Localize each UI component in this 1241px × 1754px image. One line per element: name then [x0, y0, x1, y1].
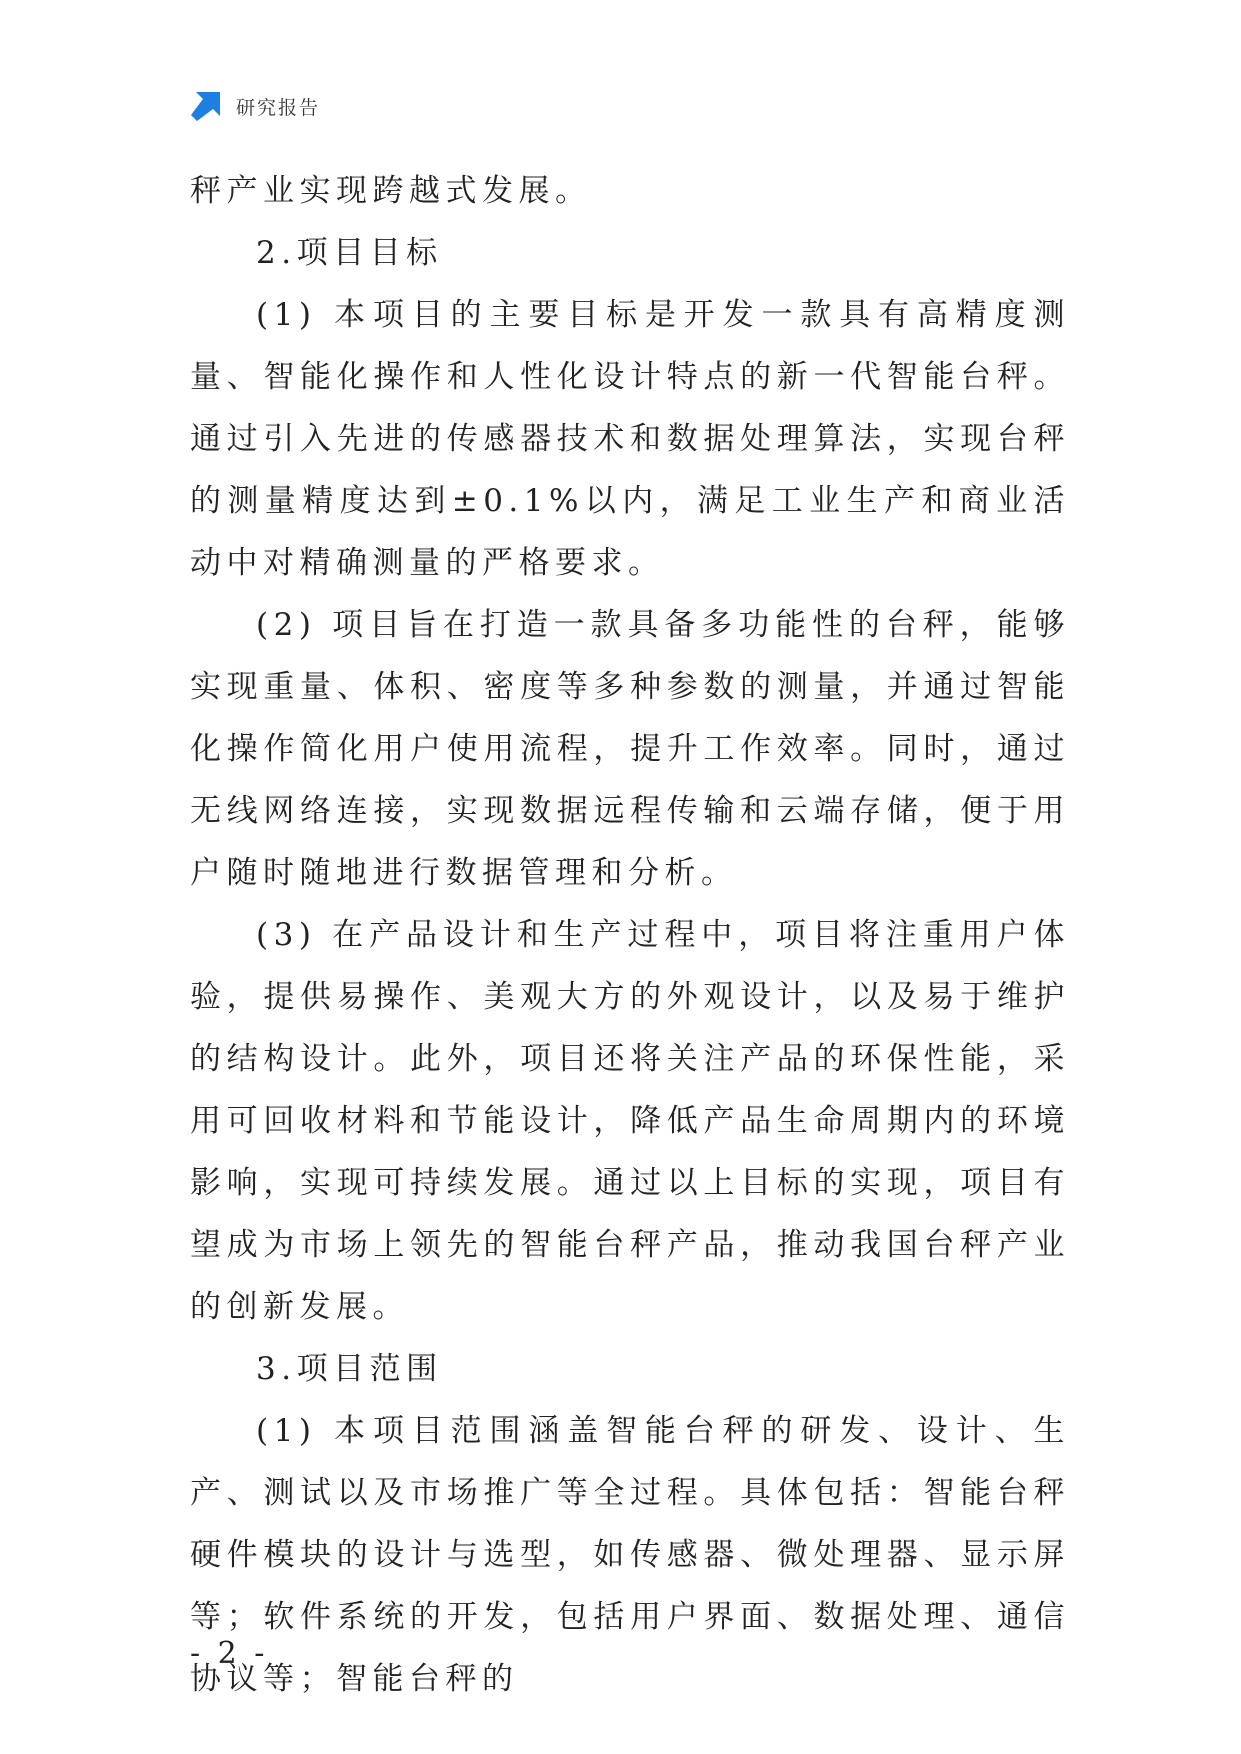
paragraph-continuation: 秤产业实现跨越式发展。: [190, 173, 592, 209]
document-body: [190, 160, 1070, 1710]
section-heading-project-scope: 3.项目范围: [256, 1351, 443, 1387]
paragraph-goal-3: (3) 在产品设计和生产过程中，项目将注重用户体验，提供易操作、美观大方的外观设计，以及易于维护的结构设计。此外，项目还将关注产品的环保性能，采用可回收材料和节能设计，降低产品生命周期内的环境影响，实现可持续发展。通过以上目标的实现，项目有望成为市场上领先的智能台秤产品，推动我国台秤产业的创新发展。: [190, 917, 1070, 1325]
paragraph-scope-1: (1) 本项目范围涵盖智能台秤的研发、设计、生产、测试以及市场推广等全过程。具体包括：智能台秤硬件模块的设计与选型，如传感器、微处理器、显示屏等；软件系统的开发，包括用户界面、数据处理、通信协议等；智能台秤的: [190, 1413, 1070, 1697]
section-heading-project-goals: 2.项目目标: [256, 235, 443, 271]
header-title: 研究报告: [236, 96, 321, 119]
arrow-up-right-icon: [190, 90, 222, 122]
page-header: [190, 90, 320, 122]
paragraph-goal-1: (1) 本项目的主要目标是开发一款具有高精度测量、智能化操作和人性化设计特点的新一代智能台秤。通过引入先进的传感器技术和数据处理算法，实现台秤的测量精度达到±0.1%以内，满足工业生产和商业活动中对精确测量的严格要求。: [190, 297, 1070, 581]
paragraph-goal-2: (2) 项目旨在打造一款具备多功能性的台秤，能够实现重量、体积、密度等多种参数的测量，并通过智能化操作简化用户使用流程，提升工作效率。同时，通过无线网络连接，实现数据远程传输和云端存储，便于用户随时随地进行数据管理和分析。: [190, 607, 1070, 891]
page-number: - 2 -: [190, 1636, 269, 1671]
